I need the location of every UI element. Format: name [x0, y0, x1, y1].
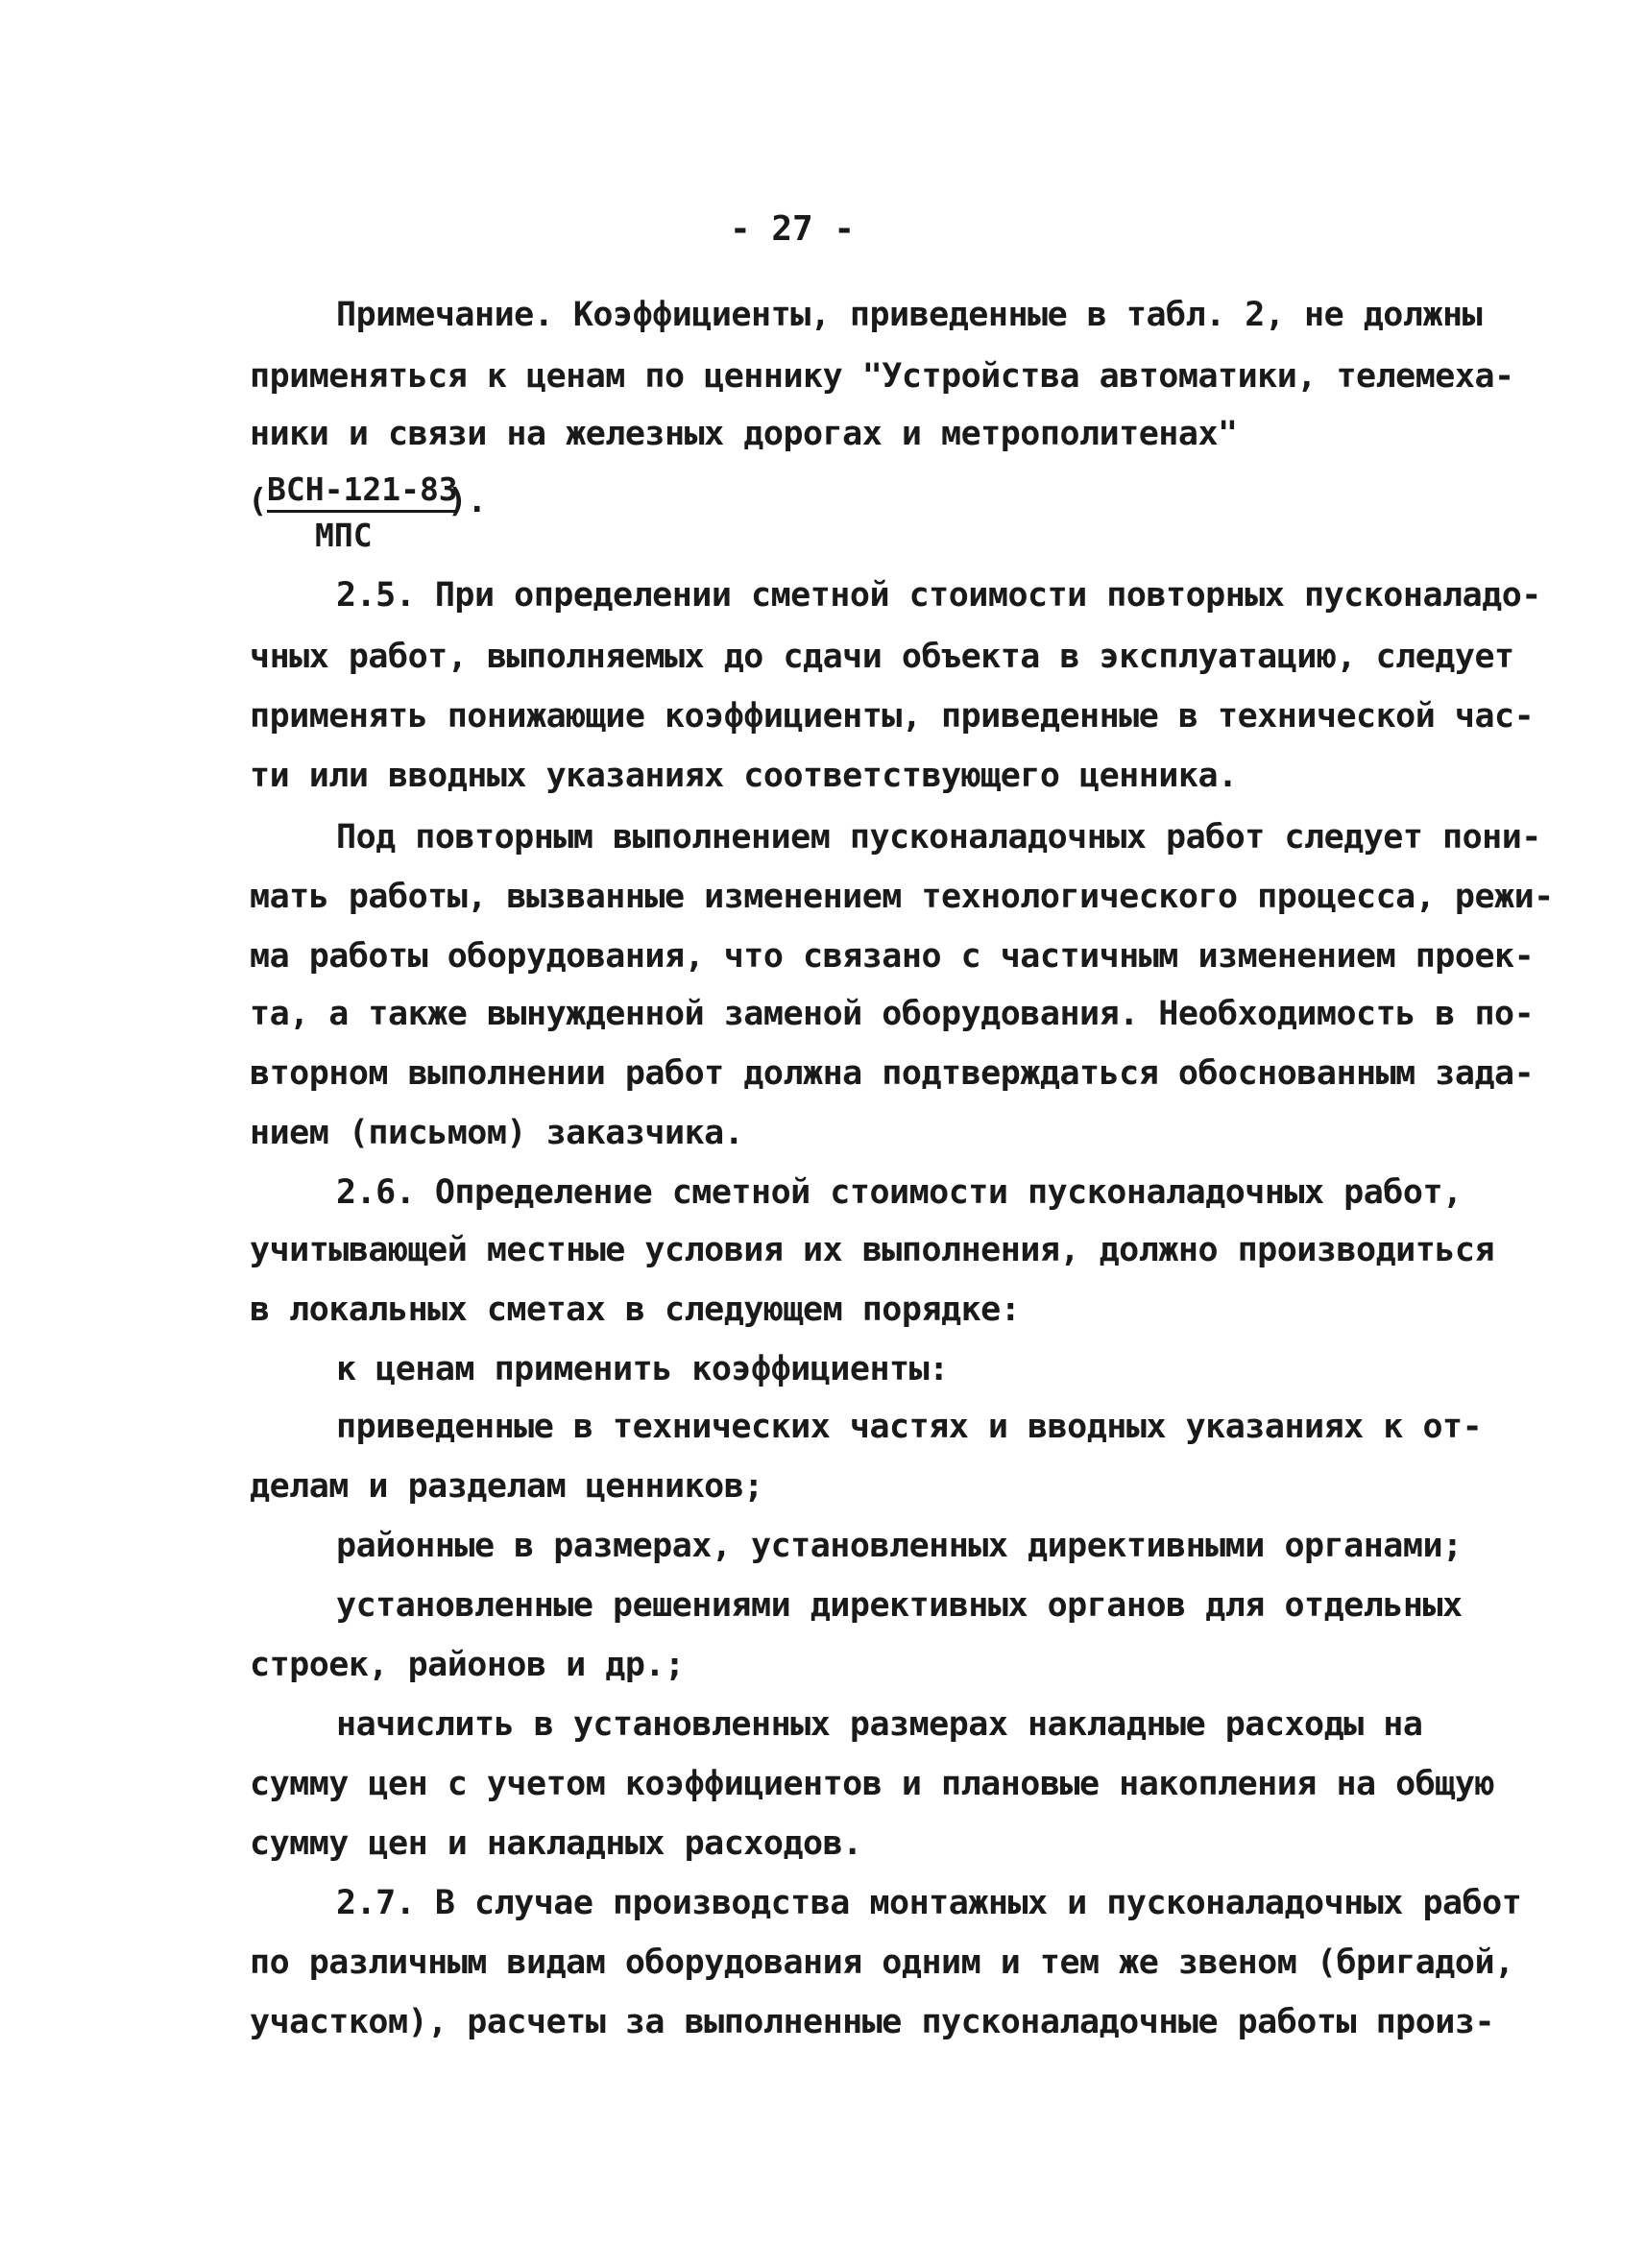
p2-7-line-2: по различным видам оборудования одним и тем же звеном (бригадой,: [250, 1943, 1514, 1982]
fraction-denominator: МПС: [315, 517, 373, 554]
note-line-3: ники и связи на железных дорогах и метрополитенах": [250, 415, 1238, 453]
p2-6-line-3: в локальных сметах в следующем порядке:: [250, 1291, 1021, 1329]
p-tech-line-2: делам и разделам ценников;: [250, 1467, 763, 1506]
fraction-open-paren: (: [248, 482, 268, 520]
p-overhead-line-1: начислить в установленных размерах накладные расходы на: [336, 1705, 1423, 1744]
p2-7-line-1: 2.7. В случае производства монтажных и пусконаладочных работ: [336, 1884, 1522, 1922]
p-repeat-line-6: нием (письмом) заказчика.: [250, 1114, 744, 1152]
p2-7-line-3: участком), расчеты за выполненные пусконаладочные работы произ-: [250, 2003, 1495, 2041]
p2-5-line-2: чных работ, выполняемых до сдачи объекта в эксплуатацию, следует: [250, 638, 1514, 676]
p-decisions-line-2: строек, районов и др.;: [250, 1646, 685, 1684]
p2-5-line-4: ти или вводных указаниях соответствующего ценника.: [250, 757, 1238, 795]
p-repeat-line-2: мать работы, вызванные изменением технологического процесса, режи-: [250, 878, 1554, 916]
p-overhead-line-2: сумму цен с учетом коэффициентов и плановые накопления на общую: [250, 1765, 1495, 1803]
p-repeat-line-4: та, а также вынужденной заменой оборудования. Необходимость в по-: [250, 995, 1535, 1033]
p-tech-line-1: приведенные в технических частях и вводных указаниях к от-: [336, 1408, 1483, 1446]
p-decisions-line-1: установленные решениями директивных органов для отдельных: [336, 1586, 1463, 1625]
p-repeat-line-5: вторном выполнении работ должна подтверждаться обоснованным зада-: [250, 1054, 1535, 1093]
p2-5-line-3: применять понижающие коэффициенты, приведенные в технической час-: [250, 697, 1535, 736]
note-line-2: применяться к ценам по ценнику "Устройства автоматики, телемеха-: [250, 357, 1514, 396]
p2-5-line-1: 2.5. При определении сметной стоимости повторных пусконаладо-: [336, 576, 1541, 615]
p-repeat-line-1: Под повторным выполнением пусконаладочных работ следует пони-: [336, 818, 1541, 857]
fraction-close-paren: ).: [448, 482, 487, 520]
p2-6-line-2: учитывающей местные условия их выполнения, должно производиться: [250, 1231, 1495, 1269]
p-repeat-line-3: ма работы оборудования, что связано с частичным изменением проек-: [250, 937, 1535, 976]
p-region-line-1: районные в размерах, установленных директивными органами;: [336, 1527, 1463, 1565]
p2-6-line-1: 2.6. Определение сметной стоимости пусконаладочных работ,: [336, 1173, 1463, 1212]
fraction-numerator: ВСН-121-83: [267, 470, 458, 513]
p-overhead-line-3: сумму цен и накладных расходов.: [250, 1824, 862, 1863]
page-number: - 27 -: [730, 209, 856, 249]
note-line-1: Примечание. Коэффициенты, приведенные в табл. 2, не должны: [336, 296, 1483, 334]
p-coeff-line-1: к ценам применить коэффициенты:: [336, 1350, 949, 1388]
standard-reference-fraction: [248, 470, 487, 557]
